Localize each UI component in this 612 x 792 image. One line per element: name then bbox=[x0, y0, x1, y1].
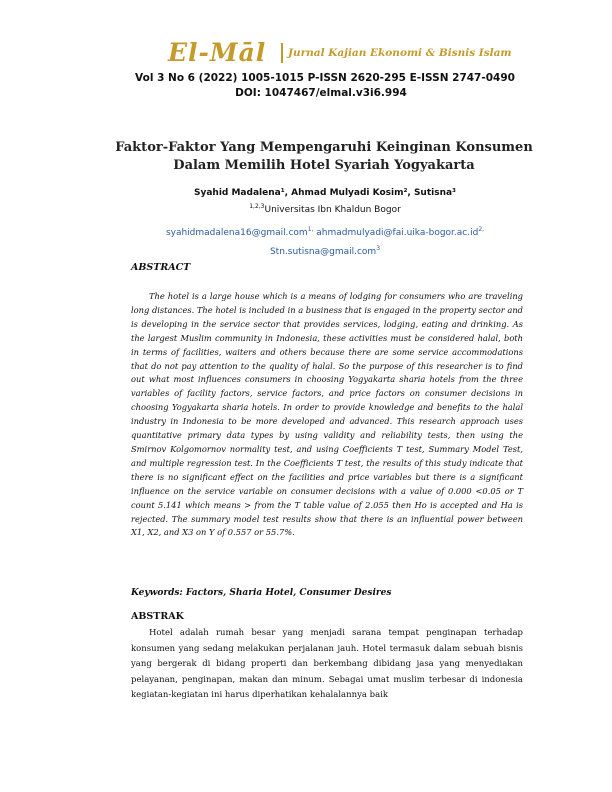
volume-line: Vol 3 No 6 (2022) 1005-1015 P-ISSN 2620-295 E-ISSN 2747-0490 bbox=[135, 72, 515, 84]
paper-title: Faktor-Faktor Yang Mempengaruhi Keinginan Konsumen Dalam Memilih Hotel Syariah Yogyakarta bbox=[115, 140, 533, 173]
affiliation bbox=[0, 201, 612, 216]
email-mark-1: 1, bbox=[307, 226, 314, 233]
journal-logo bbox=[168, 38, 512, 68]
logo-divider bbox=[281, 43, 283, 63]
abstract-paragraph: The hotel is a large house which is a means of lodging for consumers who are traveling long distances. The hotel is included in a business that is engaged in the property sector and is developing in the service sector that provides services, lodging, eating and drinking. As the largest Muslim community in Indonesia, these activities must be considered halal, both in terms of facilities, waiters and others because there are some service accommodations that do not pay attention to the quality of halal. So the purpose of this researcher is to find out what most influences consumers in choosing Yogyakarta sharia hotels from the three variables of facility factors, service factors, and price factors on consumer decisions in choosing Yogyakarta sharia hotels. In order to provide knowledge and benefits to the halal industry in Indonesia to be more developed and advanced. This research approach uses quantitative primary data types by using validity and reliability tests, then using the Smirnov Kolgomornov normality test, and using Coefficients T test, Summary Model Test, and multiple regression test. In the Coefficients T test, the results of this study indicate that there is no significant effect on the facilities and price variables but there is a significant influence on the service variable on consumer decisions with a value of 0.000 <0.05 or T count 5.141 which means > from the T table value of 2.055 then Ho is accepted and Ha is rejected. The summary model test results show that there is an influential power between X1, X2, and X3 on Y of 0.557 or 55.7%. bbox=[131, 291, 523, 538]
email-link-2[interactable]: ahmadmulyadi@fai.uika-bogor.ac.id bbox=[316, 228, 479, 238]
affiliation-name: Universitas Ibn Khaldun Bogor bbox=[264, 205, 401, 215]
journal-name: Jurnal Kajian Ekonomi & Bisnis Islam bbox=[288, 47, 512, 59]
doi-line: DOI: 1047467/elmal.v3i6.994 bbox=[235, 87, 407, 99]
email-mark-3: 3 bbox=[376, 245, 381, 252]
abstract-heading: ABSTRACT bbox=[131, 262, 191, 273]
keywords: Keywords: Factors, Sharia Hotel, Consumer Desires bbox=[131, 588, 392, 598]
affiliation-marks: 1,2,3 bbox=[249, 203, 265, 210]
email-mark-2: 2, bbox=[478, 226, 485, 233]
abstrak-heading: ABSTRAK bbox=[131, 611, 184, 622]
logo-wordmark: El-Māl bbox=[168, 38, 267, 67]
author-emails bbox=[140, 222, 510, 260]
abstract-body bbox=[131, 290, 523, 540]
email-link-3[interactable]: Stn.sutisna@gmail.com bbox=[269, 247, 377, 257]
abstrak-paragraph: Hotel adalah rumah besar yang menjadi sarana tempat penginapan terhadap konsumen yang sedang melakukan perjalanan jauh. Hotel termasuk dalam sebuah bisnis yang bergerak di bidang properti dan berkembang dibidang jasa yang menyediakan pelayanan, penginapan, makan dan minum. Sebagai umat muslim terbesar di indonesia kegiatan-kegiatan ini harus diperhatikan kehalalannya baik bbox=[131, 628, 523, 701]
abstrak-body bbox=[131, 626, 523, 704]
author-list: Syahid Madalena¹, Ahmad Mulyadi Kosim², Sutisna³ bbox=[193, 188, 456, 198]
email-link-1[interactable]: syahidmadalena16@gmail.com bbox=[165, 228, 308, 238]
